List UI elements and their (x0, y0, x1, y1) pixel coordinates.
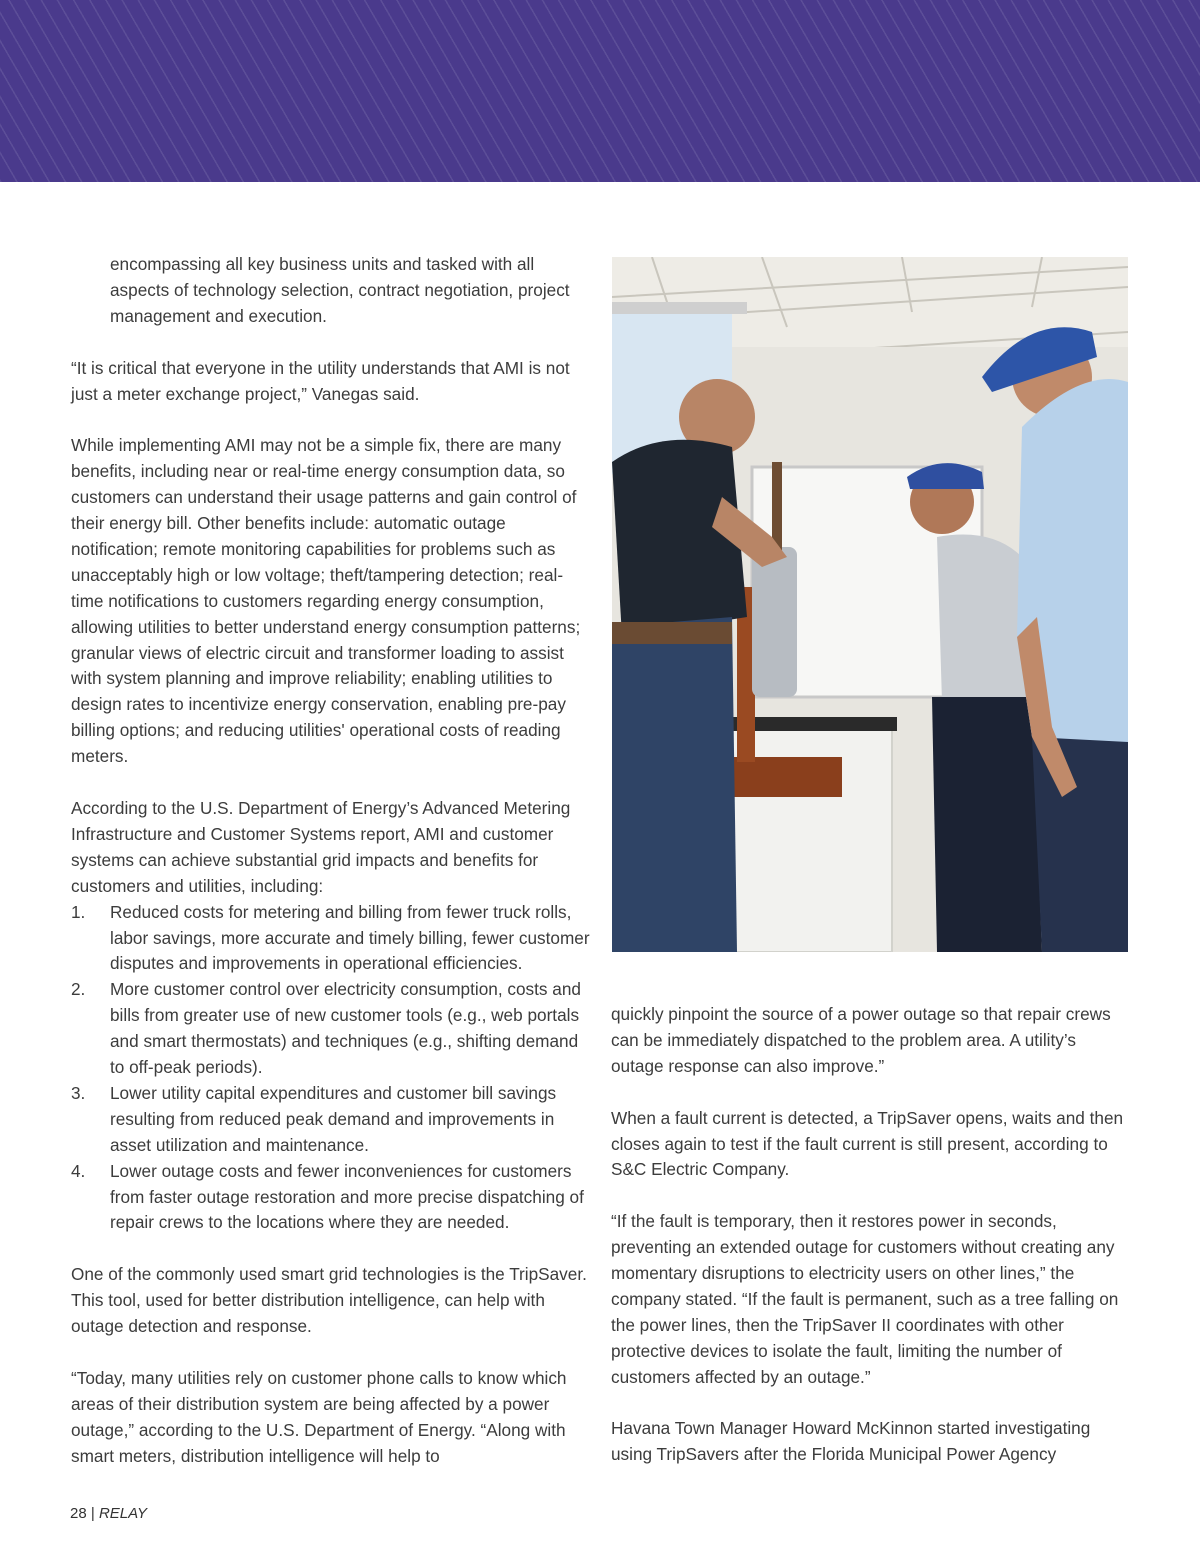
body-paragraph: “Today, many utilities rely on customer phone calls to know which areas of their distribution system are being affected by a power outage,” according to the U.S. Department of Energy. “Along with smart meters, distribution intelligence will help to (71, 1367, 567, 1466)
body-paragraph: Havana Town Manager Howard McKinnon started investigating using TripSavers after the Florida Municipal Power Agency (611, 1418, 1091, 1465)
list-item (71, 977, 591, 1081)
page-number: 28 (70, 1505, 87, 1522)
header-banner (0, 0, 1200, 182)
list-item-text: Lower utility capital expenditures and customer bill savings resulting from reduced peak demand and improvements in asset utilization and maintenance. (110, 1082, 557, 1155)
body-paragraph: quickly pinpoint the source of a power outage so that repair crews can be immediately dispatched to the problem area. A utility’s outage response can also improve.” (611, 1004, 1111, 1076)
body-paragraph: “It is critical that everyone in the utility understands that AMI is not just a meter exchange project,” Vanegas said. (71, 357, 570, 404)
list-item-text: More customer control over electricity consumption, costs and bills from greater use of new customer tools (e.g., web portals and smart thermostats) and techniques (e.g., shifting demand to off-peak periods). (110, 979, 581, 1078)
list-number: 1. (71, 901, 86, 922)
list-item-text: Reduced costs for metering and billing from fewer truck rolls, labor savings, more accurate and timely billing, fewer customer disputes and improvements in operational efficiencies. (110, 901, 590, 974)
list-item (71, 1159, 591, 1237)
body-paragraph: While implementing AMI may not be a simple fix, there are many benefits, including near or real-time energy consumption data, so customers can understand their usage patterns and gain control of their energy bill. Other benefits include: automatic outage notification; remote monitoring capabilities for problems such as unacceptably high or low voltage; theft/tampering detection; real-time notifications to customers regarding energy consumption, allowing utilities to better understand energy consumption patterns; granular views of electric circuit and transformer loading to assist with system planning and improve reliability; enabling utilities to design rates to incentivize energy conservation, enabling pre-pay billing options; and reducing utilities' operational costs of reading meters. (71, 435, 581, 767)
footer-separator: | (90, 1505, 95, 1522)
benefits-list (71, 900, 591, 1237)
body-paragraph: According to the U.S. Department of Energy’s Advanced Metering Infrastructure and Customer Systems report, AMI and customer systems can achieve substantial grid impacts and benefits for customers and utilities, including: (71, 797, 571, 896)
list-number: 3. (71, 1082, 86, 1103)
article-photo (612, 257, 1128, 952)
body-paragraph: When a fault current is detected, a TripSaver opens, waits and then closes again to test if the fault current is still present, according to S&C Electric Company. (611, 1107, 1124, 1180)
list-item (71, 900, 591, 978)
page-footer (70, 1505, 147, 1522)
list-item (71, 1081, 591, 1159)
right-column (611, 1002, 1131, 1468)
magazine-name: RELAY (98, 1505, 148, 1522)
body-paragraph: One of the commonly used smart grid technologies is the TripSaver. This tool, used for better distribution intelligence, can help with outage detection and response. (71, 1264, 587, 1337)
intro-continuation: encompassing all key business units and tasked with all aspects of technology selection, contract negotiation, project management and execution. (110, 254, 570, 326)
list-item-text: Lower outage costs and fewer inconveniences for customers from faster outage restoration and more precise dispatching of repair crews to the locations where they are needed. (110, 1160, 584, 1233)
list-number: 2. (71, 979, 86, 1000)
body-paragraph: “If the fault is temporary, then it restores power in seconds, preventing an extended outage for customers without creating any momentary disruptions to electricity users on other lines,” the company stated. “If the fault is permanent, such as a tree falling on the power lines, then the TripSaver II coordinates with other protective devices to isolate the fault, limiting the number of customers affected by an outage.” (611, 1211, 1119, 1387)
left-column (71, 252, 591, 1470)
list-number: 4. (71, 1160, 86, 1181)
